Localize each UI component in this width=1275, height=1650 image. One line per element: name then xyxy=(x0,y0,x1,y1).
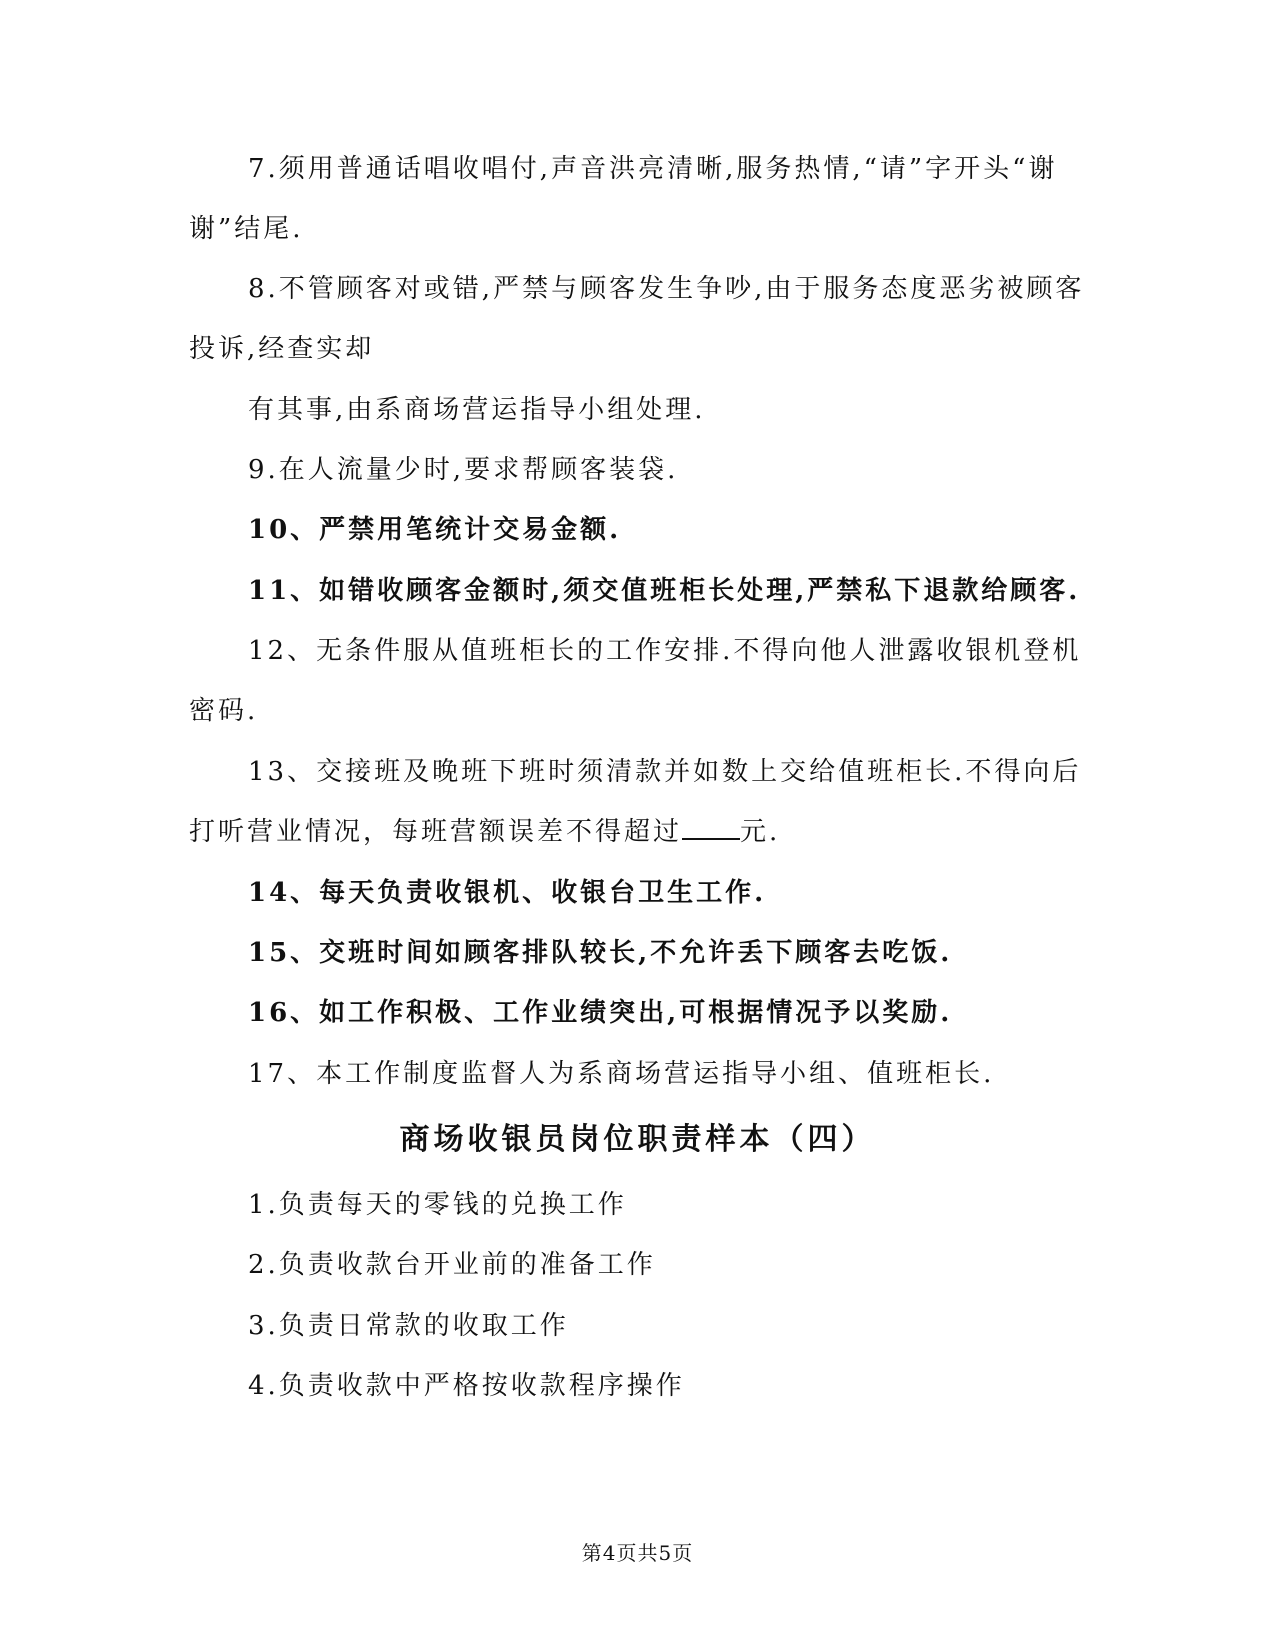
page-footer: 第4页共5页 xyxy=(581,1541,694,1565)
paragraph-11: 11、如错收顾客金额时,须交值班柜长处理,严禁私下退款给顾客. xyxy=(248,576,1081,606)
fill-in-blank xyxy=(682,816,740,840)
section-item-3: 3.负责日常款的收取工作 xyxy=(248,1311,569,1341)
section-item-4: 4.负责收款中严格按收款程序操作 xyxy=(248,1371,685,1401)
paragraph-8-line-2: 投诉,经查实却 xyxy=(189,334,375,364)
paragraph-13-text-before-blank: 打听营业情况，每班营额误差不得超过 xyxy=(189,817,683,847)
paragraph-10: 10、严禁用笔统计交易金额. xyxy=(248,515,622,545)
paragraph-13-line-2 xyxy=(189,815,1089,849)
paragraph-8-line-1: 8.不管顾客对或错,严禁与顾客发生争吵,由于服务态度恶劣被顾客 xyxy=(248,274,1085,304)
section-item-2: 2.负责收款台开业前的准备工作 xyxy=(248,1250,656,1280)
section-item-1: 1.负责每天的零钱的兑换工作 xyxy=(248,1190,627,1220)
paragraph-7-line-1: 7.须用普通话唱收唱付,声音洪亮清晰,服务热情,“请”字开头“谢 xyxy=(248,154,1058,184)
paragraph-12-line-1: 12、无条件服从值班柜长的工作安排.不得向他人泄露收银机登机 xyxy=(248,636,1082,666)
paragraph-8-line-3: 有其事,由系商场营运指导小组处理. xyxy=(248,395,706,425)
paragraph-13-line-1: 13、交接班及晚班下班时须清款并如数上交给值班柜长.不得向后 xyxy=(248,757,1082,787)
paragraph-16: 16、如工作积极、工作业绩突出,可根据情况予以奖励. xyxy=(248,998,953,1028)
paragraph-9: 9.在人流量少时,要求帮顾客装袋. xyxy=(248,455,679,485)
paragraph-13-text-after-blank: 元. xyxy=(740,817,781,847)
paragraph-15: 15、交班时间如顾客排队较长,不允许丢下顾客去吃饭. xyxy=(248,938,953,968)
paragraph-17: 17、本工作制度监督人为系商场营运指导小组、值班柜长. xyxy=(248,1059,995,1089)
paragraph-14: 14、每天负责收银机、收银台卫生工作. xyxy=(248,878,767,908)
paragraph-12-line-2: 密码. xyxy=(189,696,259,726)
paragraph-7-line-2: 谢”结尾. xyxy=(189,214,304,244)
section-title: 商场收银员岗位职责样本（四） xyxy=(399,1122,876,1157)
